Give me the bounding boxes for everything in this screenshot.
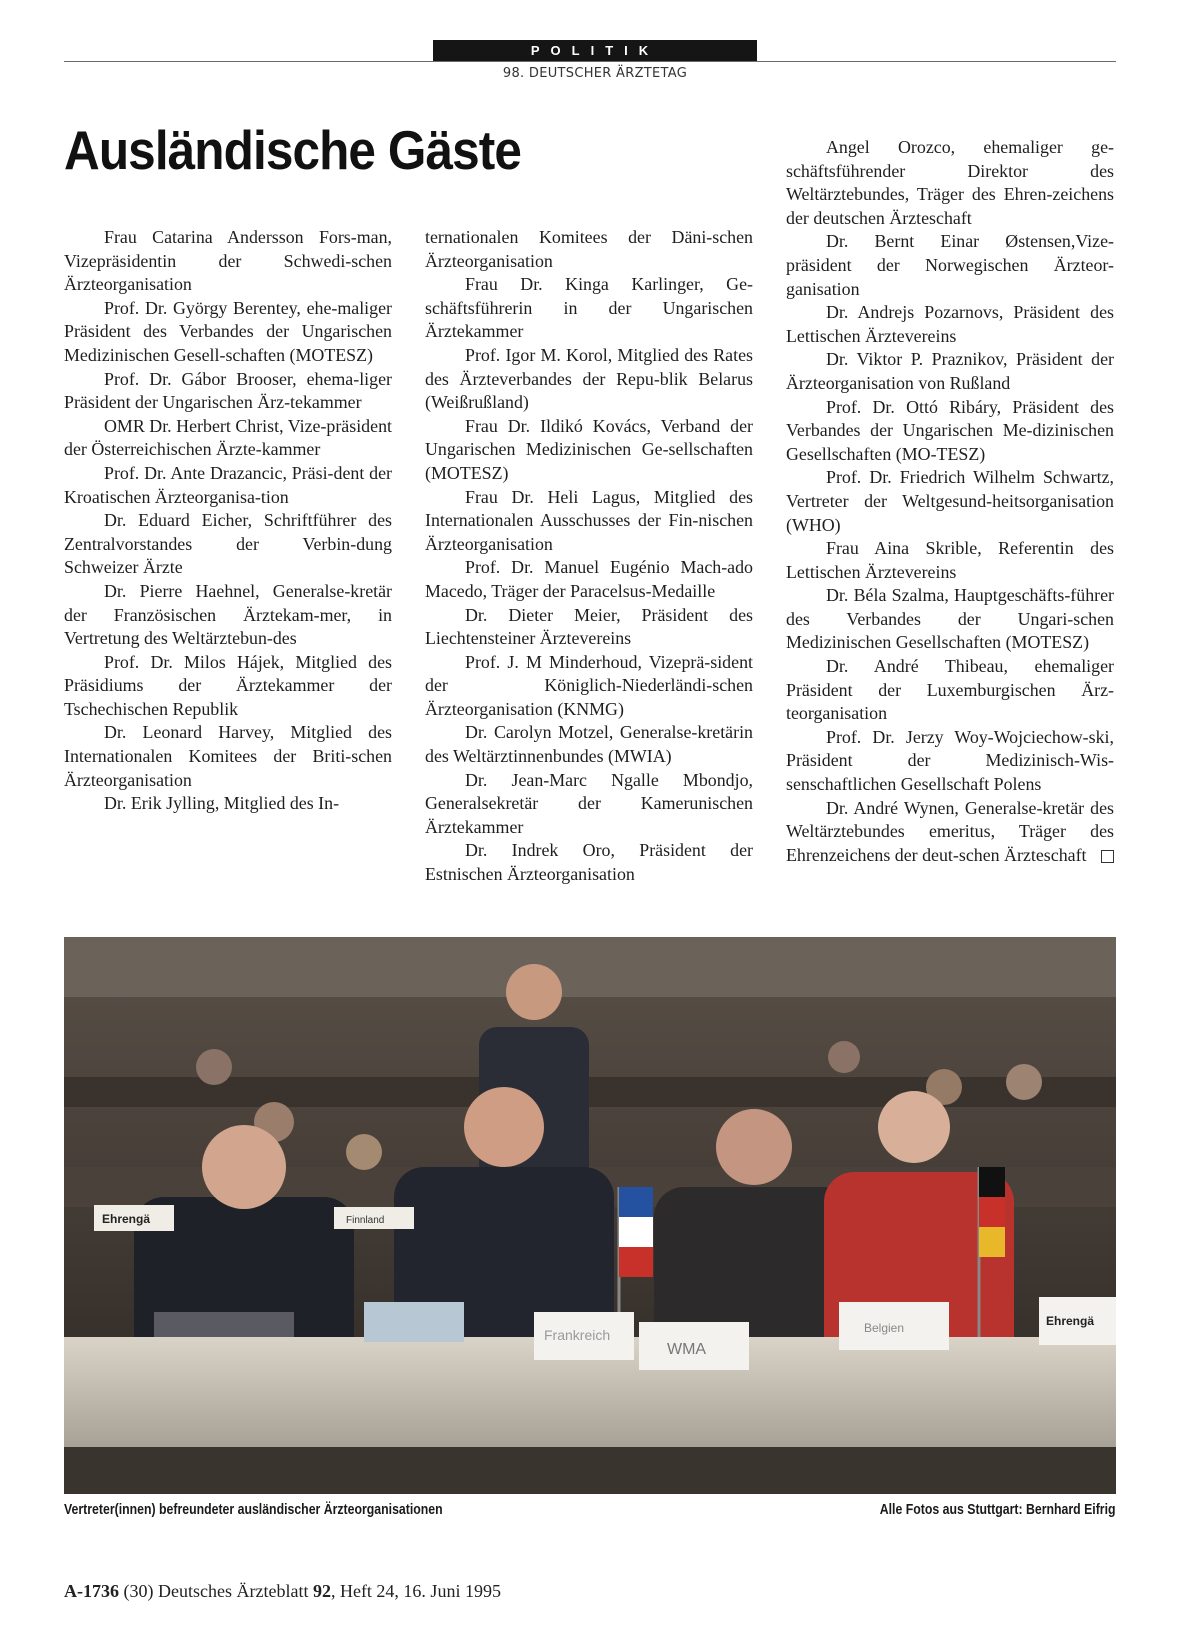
guest-entry: Prof. Dr. Manuel Eugénio Mach-ado Macedo, Träger der Paracelsus-Medaille [425,557,753,601]
guest-entry: OMR Dr. Herbert Christ, Vize-präsident der Österreichischen Ärzte-kammer [64,415,392,460]
guest-entry: Dr. Erik Jylling, Mitglied des In- [104,793,340,814]
guest-entry: Dr. Indrek Oro, Präsident der Estnischen Ärzteorganisation [425,840,753,885]
flag-stripe [979,1197,1005,1227]
delegate-head [828,1041,860,1073]
page-code: A-1736 [64,1581,119,1601]
place-card-finnland: Finnland [346,1215,385,1226]
guest-entry: Dr. Leonard Harvey, Mitglied des Internationalen Komitees der Briti-schen Ärzteorganisation [64,722,392,790]
guest-entry: Prof. J. M Minderhoud, Vizeprä-sident der Königlich-Niederländi-schen Ärzteorganisation (KNMG) [425,651,753,719]
delegate-2-head [464,1087,544,1167]
text-column-1 [64,226,392,816]
place-card-wma: WMA [667,1341,707,1358]
end-of-article-box-icon [1101,850,1114,863]
guest-entry: Dr. André Thibeau, ehemaliger Präsident der Luxemburgischen Ärz-teorganisation [786,656,1114,724]
guest-entry: Frau Catarina Andersson Fors-man, Vizepräsidentin der Schwedi-schen Ärzteorganisation [64,227,392,295]
photo-credit: Alle Fotos aus Stuttgart: Bernhard Eifrig [880,1501,1116,1518]
journal-name: Deutsches Ärzteblatt [158,1581,309,1601]
text-column-3 [786,136,1114,867]
text-column-2 [425,226,753,887]
guest-entry-continuation: ternationalen Komitees der Däni-schen Ärzteorganisation [425,227,753,271]
guest-entry: Prof. Igor M. Korol, Mitglied des Rates des Ärzteverbandes der Repu-blik Belarus (Weißrußland) [425,344,753,413]
place-card-frankreich: Frankreich [544,1327,611,1343]
guest-entry: Prof. Dr. Ante Drazancic, Präsi-dent der Kroatischen Ärzteorganisa-tion [64,462,392,507]
hall-wall-panels [64,937,1116,997]
page-footer [64,1581,501,1602]
photo-caption: Vertreter(innen) befreundeter ausländischer Ärzteorganisationen [64,1501,443,1518]
conference-photo [64,937,1116,1494]
guest-entry: Dr. Viktor P. Praznikov, Präsident der Ärzteorganisation von Rußland [786,349,1114,393]
guest-entry: Frau Dr. Ildikó Kovács, Verband der Ungarischen Medizinischen Ge-sellschaften (MOTESZ) [425,415,753,483]
delegate-head [346,1134,382,1170]
subsection-label: 98. DEUTSCHER ÄRZTETAG [502,66,688,81]
flag-stripe [979,1227,1005,1257]
guest-entry: Dr. Jean-Marc Ngalle Mbondjo, Generalsekretär der Kamerunischen Ärztekammer [425,769,753,837]
section-label: POLITIK [433,40,757,61]
flag-stripe [619,1187,653,1217]
guest-entry: Dr. Dieter Meier, Präsident des Liechtensteiner Ärztevereins [425,604,753,649]
guest-entry: Dr. Pierre Haehnel, Generalse-kretär der Französischen Ärztekam-mer, in Vertretung des Weltärztebun-des [64,580,392,649]
delegate-4-head [878,1091,950,1163]
guest-entry: Frau Dr. Heli Lagus, Mitglied des Internationalen Ausschusses der Fin-nischen Ärzteorganisation [425,486,753,554]
place-card-ehrengast-right: Ehrengä [1046,1314,1095,1328]
guest-entry: Frau Dr. Kinga Karlinger, Ge-schäftsführerin in der Ungarischen Ärztekammer [425,274,753,342]
guest-entry: Prof. Dr. Gábor Brooser, ehema-liger Präsident der Ungarischen Ärz-tekammer [64,368,392,413]
desk-papers [154,1312,294,1337]
journal-issue: , Heft 24, 16. Juni 1995 [330,1581,501,1601]
journal-volume: 92 [312,1581,331,1601]
flag-germany [979,1167,1005,1197]
desk-front-panel [64,1447,1116,1494]
place-card-belgien: Belgien [864,1321,905,1335]
flag-stripe [619,1247,653,1277]
delegate-head [1006,1064,1042,1100]
guest-entry: Angel Orozco, ehemaliger ge-schäftsführender Direktor des Weltärztebundes, Träger des Ehren-zeichens der deutschen Ärzteschaft [786,137,1114,228]
guest-entry-last [786,797,1114,868]
header-rule [64,61,1116,62]
guest-entry: Dr. Andrejs Pozarnovs, Präsident des Lettischen Ärztevereins [786,302,1114,346]
article-headline: Ausländische Gäste [64,119,521,181]
place-card-ehrengast-left: Ehrengä [102,1212,151,1226]
guest-entry: Frau Aina Skrible, Referentin des Lettischen Ärztevereins [786,538,1114,582]
delegate-head [196,1049,232,1085]
guest-entry: Prof. Dr. Jerzy Woy-Wojciechow-ski, Präsident der Medizinisch-Wis-senschaftlichen Gesellschaft Polens [786,726,1114,795]
delegate-1-head [202,1125,286,1209]
guest-entry: Prof. Dr. Milos Hájek, Mitglied des Präsidiums der Ärztekammer der Tschechischen Republik [64,651,392,719]
page-number: (30) [123,1581,154,1601]
guest-entry-text: Dr. André Wynen, Generalse-kretär des Weltärztebundes emeritus, Träger des Ehrenzeichens der deut-schen Ärzteschaft [786,797,1114,865]
guest-entry: Dr. Béla Szalma, Hauptgeschäfts-führer des Verbandes der Ungari-schen Medizinischen Gesellschaften (MOTESZ) [786,585,1114,653]
desk-papers [364,1302,464,1342]
delegate-3-head [716,1109,792,1185]
guest-entry: Prof. Dr. Ottó Ribáry, Präsident des Verbandes der Ungarischen Me-dizinischen Gesellschaften (MO-TESZ) [786,396,1114,464]
standing-delegate-head [506,964,562,1020]
guest-entry: Prof. Dr. Friedrich Wilhelm Schwartz, Vertreter der Weltgesund-heitsorganisation (WHO) [786,467,1114,535]
guest-entry: Prof. Dr. György Berentey, ehe-maliger Präsident des Verbandes der Ungarischen Medizinischen Gesell-schaften (MOTESZ) [64,297,392,365]
guest-entry: Dr. Eduard Eicher, Schriftführer des Zentralvorstandes der Verbin-dung Schweizer Ärzte [64,510,392,578]
conference-photo-illustration [64,937,1116,1494]
guest-entry: Dr. Bernt Einar Østensen,Vize-präsident der Norwegischen Ärzteor-ganisation [786,231,1114,299]
guest-entry: Dr. Carolyn Motzel, Generalse-kretärin des Weltärztinnenbundes (MWIA) [425,722,753,767]
